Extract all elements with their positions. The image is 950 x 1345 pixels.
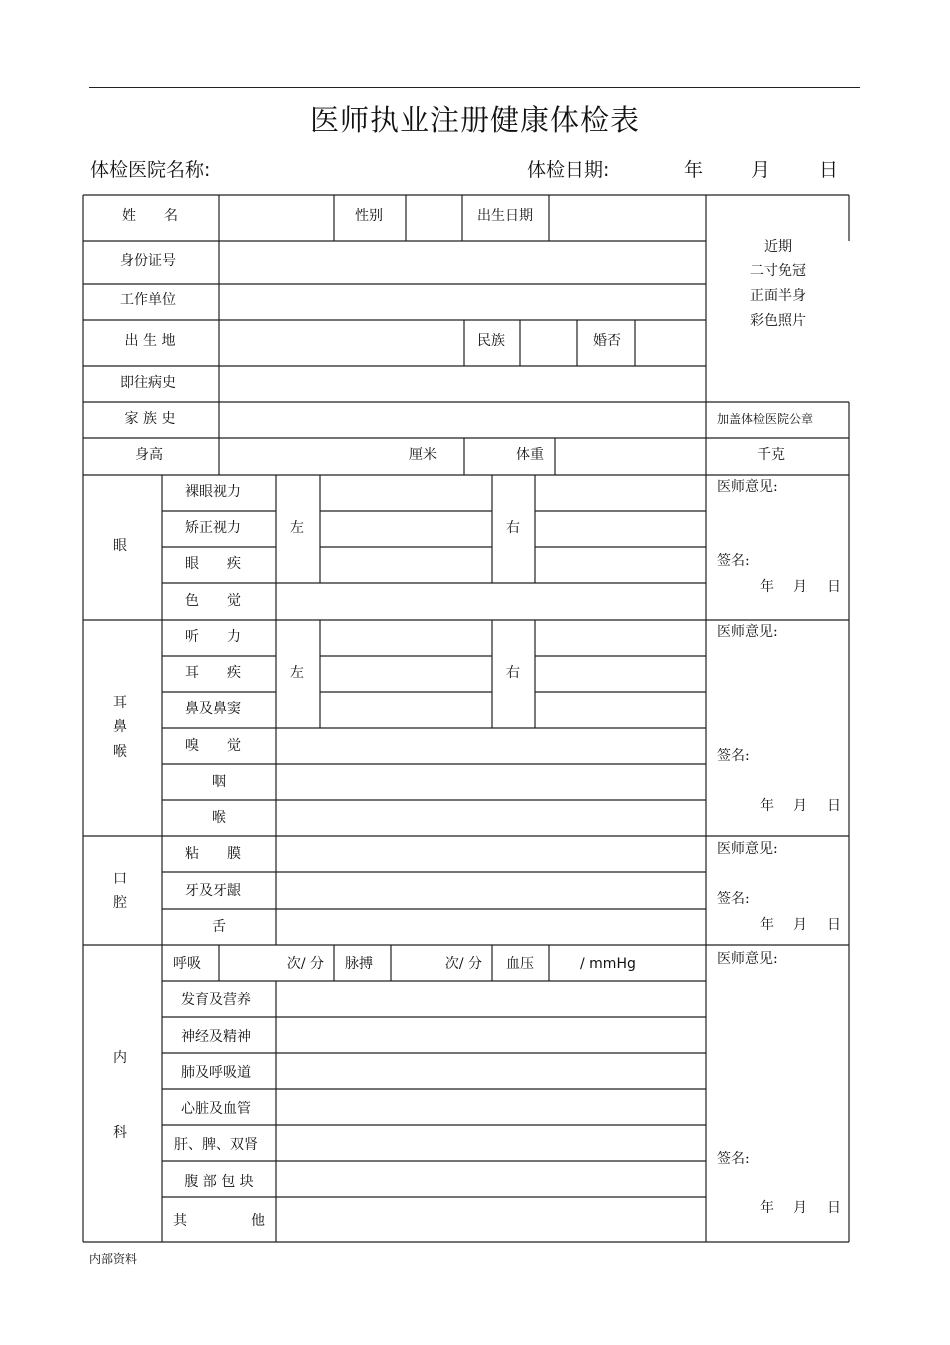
oral-sign-month: 月 <box>793 917 807 933</box>
liver-spleen-kidney-label: 肝、脾、双肾 <box>174 1137 258 1153</box>
tongue-label: 舌 <box>212 919 226 935</box>
other-label-2: 他 <box>251 1213 265 1229</box>
stamp-text: 加盖体检医院公章 <box>717 412 814 426</box>
photo-text-1: 近期 <box>764 239 792 255</box>
breathing-unit: 次/ 分 <box>286 956 324 972</box>
oral-sign-year: 年 <box>760 917 774 933</box>
internal-doctor-opinion: 医师意见: <box>717 951 778 967</box>
blood-pressure-label: 血压 <box>506 956 534 972</box>
internal-signature: 签名: <box>717 1151 750 1167</box>
nerve-mental-label: 神经及精神 <box>181 1029 251 1045</box>
eye-doctor-opinion: 医师意见: <box>717 479 778 495</box>
blood-pressure-unit: / mmHg <box>580 956 636 972</box>
ent-right-label: 右 <box>506 665 520 681</box>
photo-text-3: 正面半身 <box>750 288 806 304</box>
smell-label: 嗅 觉 <box>185 738 241 754</box>
form-title: 医师执业注册健康体检表 <box>309 103 640 137</box>
ent-section-label-3: 喉 <box>113 744 127 760</box>
hospital-name-label: 体检医院名称: <box>90 159 211 181</box>
eye-left-label: 左 <box>290 520 304 536</box>
color-sense-label: 色 觉 <box>185 593 241 609</box>
pharynx-label: 咽 <box>212 774 226 790</box>
exam-date-month: 月 <box>751 159 771 181</box>
ent-section-label-1: 耳 <box>113 695 127 711</box>
pulse-label: 脉搏 <box>345 956 373 972</box>
ent-sign-year: 年 <box>760 798 774 814</box>
eye-sign-day: 日 <box>827 579 841 595</box>
exam-date-day: 日 <box>819 159 839 181</box>
internal-section-label-1: 内 <box>113 1050 127 1066</box>
abdominal-mass-label: 腹 部 包 块 <box>184 1174 254 1190</box>
breathing-label: 呼吸 <box>173 956 201 972</box>
photo-text-2: 二寸免冠 <box>750 263 806 279</box>
photo-text-4: 彩色照片 <box>750 313 806 329</box>
ear-disease-label: 耳 疾 <box>185 665 241 681</box>
birthplace-label: 出 生 地 <box>124 333 176 349</box>
ent-left-label: 左 <box>290 665 304 681</box>
oral-sign-day: 日 <box>827 917 841 933</box>
ent-signature: 签名: <box>717 748 750 764</box>
oral-signature: 签名: <box>717 891 750 907</box>
mucosa-label: 粘 膜 <box>185 846 241 862</box>
weight-unit: 千克 <box>757 447 785 463</box>
oral-doctor-opinion: 医师意见: <box>717 841 778 857</box>
heart-vessel-label: 心脏及血管 <box>181 1101 251 1117</box>
height-unit: 厘米 <box>409 447 437 463</box>
development-label: 发育及营养 <box>181 992 251 1008</box>
id-number-label: 身份证号 <box>120 253 176 269</box>
gender-label: 性别 <box>355 208 383 224</box>
eye-sign-month: 月 <box>793 579 807 595</box>
corrected-vision-label: 矫正视力 <box>185 520 241 536</box>
internal-sign-day: 日 <box>827 1200 841 1216</box>
family-history-label: 家 族 史 <box>124 411 176 427</box>
footer-note: 内部资料 <box>89 1252 138 1266</box>
eye-sign-year: 年 <box>760 579 774 595</box>
internal-sign-year: 年 <box>760 1200 774 1216</box>
name-label: 姓 名 <box>122 208 178 224</box>
birth-date-label: 出生日期 <box>477 208 533 224</box>
oral-section-label-1: 口 <box>113 871 127 887</box>
ent-sign-month: 月 <box>793 798 807 814</box>
height-label: 身高 <box>135 447 163 463</box>
exam-date-year: 年 <box>684 159 704 181</box>
marital-label: 婚否 <box>593 333 621 349</box>
medical-history-label: 即往病史 <box>120 375 176 391</box>
internal-section-label-2: 科 <box>113 1125 127 1141</box>
eye-section-label: 眼 <box>113 538 127 554</box>
eye-disease-label: 眼 疾 <box>185 556 241 572</box>
lung-resp-label: 肺及呼吸道 <box>181 1065 251 1081</box>
exam-date-label: 体检日期: <box>527 159 610 181</box>
pulse-unit: 次/ 分 <box>444 956 482 972</box>
oral-section-label-2: 腔 <box>113 895 127 911</box>
weight-label: 体重 <box>516 447 544 463</box>
eye-right-label: 右 <box>506 520 520 536</box>
ethnicity-label: 民族 <box>477 333 505 349</box>
eye-signature: 签名: <box>717 553 750 569</box>
ent-section-label-2: 鼻 <box>113 719 127 735</box>
employer-label: 工作单位 <box>120 292 176 308</box>
hearing-label: 听 力 <box>185 629 241 645</box>
ent-doctor-opinion: 医师意见: <box>717 624 778 640</box>
nose-sinus-label: 鼻及鼻窦 <box>185 701 241 717</box>
ent-sign-day: 日 <box>827 798 841 814</box>
teeth-gums-label: 牙及牙龈 <box>185 883 241 899</box>
internal-sign-month: 月 <box>793 1200 807 1216</box>
other-label-1: 其 <box>173 1213 187 1229</box>
larynx-label: 喉 <box>212 810 226 826</box>
naked-vision-label: 裸眼视力 <box>185 484 241 500</box>
